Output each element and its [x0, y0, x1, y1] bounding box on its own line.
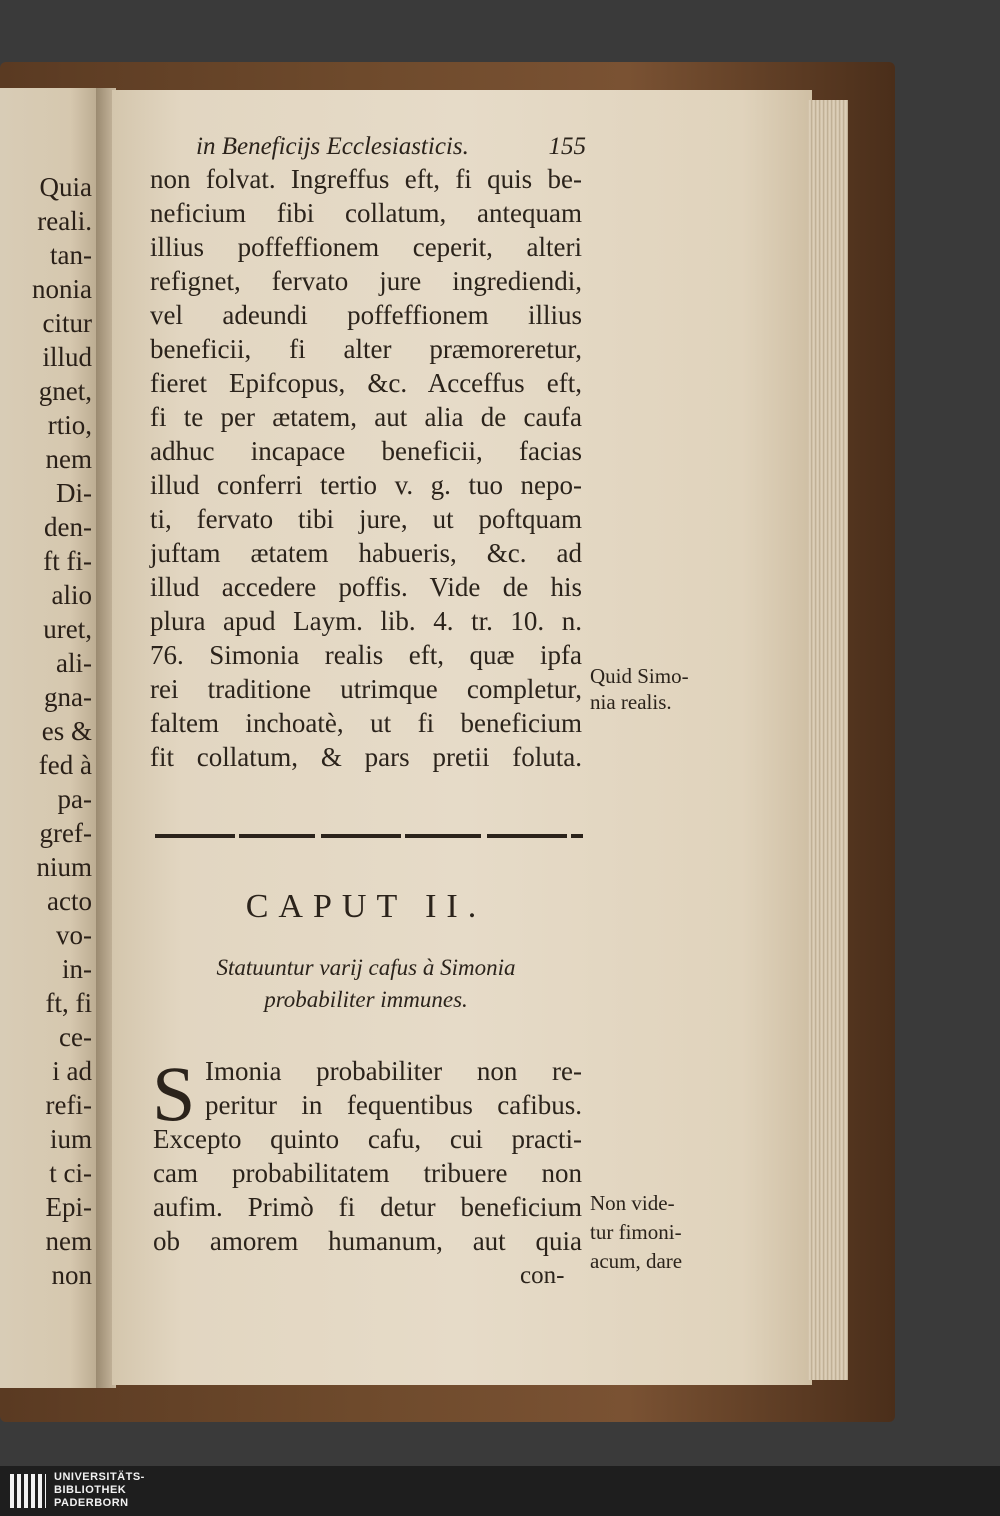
left-page-fragment: nem [45, 444, 92, 474]
body-line: vel adeundi poffeffionem illius [150, 300, 582, 330]
body-line: fi te per ætatem, aut alia de caufa [150, 402, 582, 432]
left-page-fragment: citur [42, 308, 92, 338]
chapter-line: Excepto quinto cafu, cui practi- [153, 1124, 582, 1154]
left-page [0, 88, 100, 1388]
left-page-fragment: ft, fi [45, 988, 92, 1018]
body-line: illius poffeffionem ceperit, alteri [150, 232, 582, 262]
body-line: beneficii, fi alter præmoreretur, [150, 334, 582, 364]
left-page-fragment: vo- [56, 920, 92, 950]
left-page-fragment: gnet, [38, 376, 92, 406]
left-page-fragment: Di- [56, 478, 92, 508]
left-page-fragment: nonia [32, 274, 92, 304]
margin-note-line: acum, dare [590, 1249, 683, 1273]
left-page-fragment: fed à [38, 750, 92, 780]
chapter-line: ob amorem humanum, aut quia [153, 1226, 582, 1256]
left-page-fragment: pa- [57, 784, 92, 814]
left-page-fragment: i ad [52, 1056, 92, 1086]
left-page-fragment: Quia [39, 172, 92, 202]
left-page-fragment: gref- [39, 818, 92, 848]
left-page-fragment: Epi- [45, 1192, 92, 1222]
chapter-subtitle-line: Statuuntur varij cafus à Simonia [216, 955, 516, 980]
chapter-line: aufim. Primò fi detur beneficium [153, 1192, 582, 1222]
left-page-fragment: ium [49, 1124, 92, 1154]
library-logo-icon [10, 1474, 46, 1508]
margin-note-line: nia realis. [590, 690, 672, 714]
body-line: illud accedere poffis. Vide de his [150, 572, 582, 602]
left-page-fragment: nium [36, 852, 92, 882]
chapter-line: cam probabilitatem tribuere non [153, 1158, 582, 1188]
body-line: refignet, fervato jure ingrediendi, [150, 266, 582, 296]
section-divider [155, 834, 583, 838]
body-line: fit collatum, & pars pretii foluta. [150, 742, 582, 772]
body-line: 76. Simonia realis eft, quæ ipfa [150, 640, 582, 670]
left-page-fragment: refi- [45, 1090, 92, 1120]
chapter-line: Imonia probabiliter non re- [205, 1056, 582, 1086]
chapter-line: peritur in fequentibus cafibus. [205, 1090, 582, 1120]
left-page-fragment: ce- [59, 1022, 92, 1052]
body-line: ti, fervato tibi jure, ut poftquam [150, 504, 582, 534]
library-footer [0, 1466, 1000, 1516]
chapter-subtitle-line: probabiliter immunes. [264, 987, 468, 1012]
body-line: fieret Epifcopus, &c. Acceffus eft, [150, 368, 582, 398]
left-page-fragment: gna- [44, 682, 92, 712]
left-page-fragment: den- [44, 512, 92, 542]
left-page-fragment: tan- [50, 240, 92, 270]
margin-note-line: Quid Simo- [590, 664, 689, 688]
library-name: UNIVERSITÄTS- BIBLIOTHEK PADERBORN [54, 1471, 145, 1509]
running-title: in Beneficijs Ecclesiasticis. [196, 133, 469, 160]
left-page-fragment: nem [45, 1226, 92, 1256]
left-page-fragment: alio [51, 580, 92, 610]
body-line: adhuc incapace beneficii, facias [150, 436, 582, 466]
left-page-fragment: rtio, [47, 410, 92, 440]
left-page-fragment: es & [41, 716, 92, 746]
margin-note-line: tur fimoni- [590, 1220, 682, 1244]
body-line: non folvat. Ingreffus eft, fi quis be- [150, 164, 582, 194]
left-page-fragment: in- [62, 954, 92, 984]
body-line: faltem inchoatè, ut fi beneficium [150, 708, 582, 738]
margin-note-line: Non vide- [590, 1191, 675, 1215]
chapter-heading: CAPUT II. [245, 888, 487, 925]
left-page-fragment: non [51, 1260, 92, 1290]
body-line: rei traditione utrimque completur, [150, 674, 582, 704]
left-page-fragment: acto [47, 886, 92, 916]
left-page-fragment: uret, [43, 614, 92, 644]
body-line: plura apud Laym. lib. 4. tr. 10. n. [150, 606, 582, 636]
left-page-fragment: t ci- [49, 1158, 92, 1188]
body-line: illud conferri tertio v. g. tuo nepo- [150, 470, 582, 500]
body-line: juftam ætatem habueris, &c. ad [150, 538, 582, 568]
page-number: 155 [548, 133, 586, 160]
running-header [196, 133, 586, 161]
body-line: neficium fibi collatum, antequam [150, 198, 582, 228]
left-page-fragment: reali. [37, 206, 92, 236]
left-page-fragment: ft fi- [43, 546, 92, 576]
left-page-fragment: ali- [56, 648, 92, 678]
page-edges [808, 100, 848, 1380]
left-page-fragment: illud [42, 342, 92, 372]
drop-cap: S [152, 1050, 196, 1137]
catchword: con- [520, 1262, 565, 1289]
